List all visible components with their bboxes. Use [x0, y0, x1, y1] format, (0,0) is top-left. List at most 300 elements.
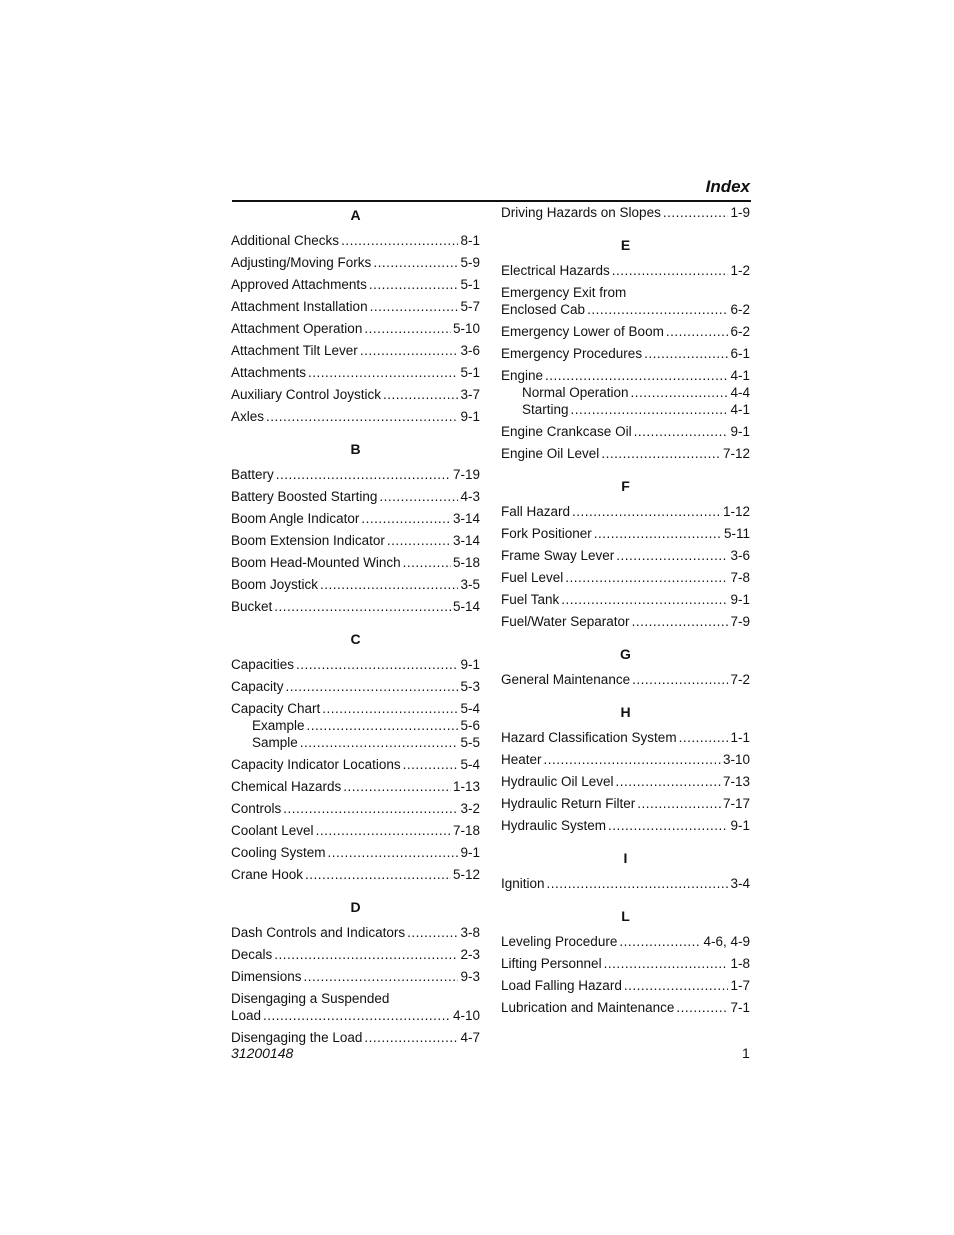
- page-reference: 5-1: [460, 365, 480, 380]
- index-term: Cooling System: [231, 845, 326, 860]
- index-term: Enclosed Cab: [501, 302, 586, 317]
- page-reference: 6-2: [730, 302, 750, 317]
- index-entry: [231, 800, 480, 817]
- index-entry-line: [231, 276, 480, 293]
- dot-leader: [624, 977, 729, 994]
- index-entry: [501, 773, 750, 790]
- dot-leader: [663, 204, 729, 221]
- index-term: Approved Attachments: [231, 277, 367, 292]
- index-term: Fuel/Water Separator: [501, 614, 630, 629]
- index-entry-line: [231, 510, 480, 527]
- dot-leader: [320, 576, 458, 593]
- page-reference: 4-4: [730, 385, 750, 400]
- index-entry: [501, 503, 750, 520]
- dot-leader: [616, 547, 728, 564]
- index-term: Dimensions: [231, 969, 302, 984]
- index-term: Emergency Procedures: [501, 346, 643, 361]
- index-term: Attachment Tilt Lever: [231, 343, 358, 358]
- index-entry-line: [231, 968, 480, 985]
- index-entry-line: [501, 751, 750, 768]
- index-entry: [231, 232, 480, 249]
- index-term: Fork Positioner: [501, 526, 592, 541]
- page-reference: 5-4: [460, 757, 480, 772]
- page-reference: 1-1: [730, 730, 750, 745]
- index-entry: [501, 262, 750, 279]
- page-reference: 3-10: [722, 752, 750, 767]
- dot-leader: [545, 367, 728, 384]
- index-entry: [231, 822, 480, 839]
- dot-leader: [561, 591, 728, 608]
- index-entry: [231, 656, 480, 673]
- index-entry-line: [501, 547, 750, 564]
- dot-leader: [383, 386, 458, 403]
- index-term: Boom Joystick: [231, 577, 319, 592]
- index-entry-line: [501, 345, 750, 362]
- index-term: Electrical Hazards: [501, 263, 610, 278]
- dot-leader: [644, 345, 728, 362]
- index-entry-line: [231, 342, 480, 359]
- index-entry-line: [501, 817, 750, 834]
- page-reference: 4-1: [730, 402, 750, 417]
- index-entry-line: [501, 875, 750, 892]
- dot-leader: [634, 423, 729, 440]
- index-entry: [501, 367, 750, 418]
- index-entry-line: [501, 284, 750, 301]
- index-entry: [231, 756, 480, 773]
- index-entry-line: [501, 671, 750, 688]
- index-term: Capacities: [231, 657, 295, 672]
- page-reference: 3-8: [460, 925, 480, 940]
- index-entry: [231, 866, 480, 883]
- index-entry-line: [501, 613, 750, 630]
- dot-leader: [307, 717, 459, 734]
- index-term: General Maintenance: [501, 672, 631, 687]
- index-entry: [501, 613, 750, 630]
- header-rule: [232, 200, 751, 202]
- index-entry: [231, 466, 480, 483]
- index-entry-line: [231, 576, 480, 593]
- index-term: Emergency Exit from: [501, 285, 627, 300]
- page-reference: 7-12: [722, 446, 750, 461]
- section-letter-f: F: [621, 478, 630, 494]
- index-entry: [231, 576, 480, 593]
- index-entry: [501, 284, 750, 318]
- index-entry-line: [501, 445, 750, 462]
- page-reference: 9-1: [460, 657, 480, 672]
- index-entry-line: [231, 1029, 480, 1046]
- index-entry: [501, 751, 750, 768]
- index-entry-line: [231, 700, 480, 717]
- index-term: Ignition: [501, 876, 545, 891]
- index-entry: [231, 598, 480, 615]
- dot-leader: [637, 795, 721, 812]
- index-entry: [231, 554, 480, 571]
- page-reference: 7-9: [730, 614, 750, 629]
- index-term: Hydraulic System: [501, 818, 607, 833]
- index-term: Hazard Classification System: [501, 730, 677, 745]
- dot-leader: [608, 817, 728, 834]
- dot-leader: [274, 598, 451, 615]
- dot-leader: [370, 298, 459, 315]
- index-term: Bucket: [231, 599, 273, 614]
- index-entry-line: [231, 488, 480, 505]
- page-reference: 1-12: [722, 504, 750, 519]
- page-reference: 4-3: [460, 489, 480, 504]
- index-entry-line: [501, 773, 750, 790]
- index-term: Hydraulic Return Filter: [501, 796, 636, 811]
- index-entry: [231, 342, 480, 359]
- index-entry: [231, 968, 480, 985]
- page-reference: 5-11: [723, 526, 750, 541]
- index-entry: [501, 591, 750, 608]
- page-reference: 9-1: [730, 592, 750, 607]
- page-reference: 1-9: [730, 205, 750, 220]
- index-entry-line: [231, 924, 480, 941]
- index-entry-line: [231, 466, 480, 483]
- dot-leader: [364, 1029, 458, 1046]
- dot-leader: [666, 323, 729, 340]
- index-entry-line: [501, 323, 750, 340]
- index-term: Chemical Hazards: [231, 779, 342, 794]
- index-entry: [231, 844, 480, 861]
- index-entry-line: [501, 977, 750, 994]
- index-term: Example: [252, 718, 305, 733]
- index-term: Attachments: [231, 365, 307, 380]
- page-reference: 3-7: [460, 387, 480, 402]
- dot-leader: [565, 569, 728, 586]
- index-term: Engine Oil Level: [501, 446, 600, 461]
- section-letter-e: E: [620, 237, 631, 253]
- index-entry-line: [231, 254, 480, 271]
- index-term: Disengaging a Suspended: [231, 991, 390, 1006]
- index-entry: [231, 408, 480, 425]
- index-entry-line: [231, 364, 480, 381]
- index-entry: [501, 795, 750, 812]
- dot-leader: [328, 844, 459, 861]
- section-letter-d: D: [350, 899, 361, 915]
- index-entry-line: [501, 503, 750, 520]
- dot-leader: [631, 384, 729, 401]
- page-reference: 9-1: [730, 424, 750, 439]
- index-entry-line: [231, 532, 480, 549]
- page-reference: 5-7: [460, 299, 480, 314]
- index-entry-line: [231, 756, 480, 773]
- page-reference: 4-6, 4-9: [703, 934, 750, 949]
- index-term: Boom Head-Mounted Winch: [231, 555, 401, 570]
- index-entry: [231, 946, 480, 963]
- index-term: Dash Controls and Indicators: [231, 925, 406, 940]
- dot-leader: [300, 734, 459, 751]
- index-entry: [231, 510, 480, 527]
- dot-leader: [571, 401, 729, 418]
- index-entry-line: [231, 386, 480, 403]
- page-reference: 9-1: [730, 818, 750, 833]
- dot-leader: [679, 729, 729, 746]
- page-reference: 7-18: [452, 823, 480, 838]
- index-entry: [501, 204, 750, 221]
- dot-leader: [343, 778, 451, 795]
- dot-leader: [316, 822, 451, 839]
- index-term: Crane Hook: [231, 867, 304, 882]
- index-term: Engine: [501, 368, 544, 383]
- index-entry: [501, 423, 750, 440]
- index-column-left: [231, 204, 480, 1051]
- page-reference: 1-2: [730, 263, 750, 278]
- index-entry-line: [231, 844, 480, 861]
- dot-leader: [274, 946, 458, 963]
- index-entry-line: [231, 822, 480, 839]
- dot-leader: [616, 773, 721, 790]
- page-reference: 6-1: [730, 346, 750, 361]
- page-reference: 9-1: [460, 845, 480, 860]
- index-term: Capacity Chart: [231, 701, 321, 716]
- dot-leader: [407, 924, 458, 941]
- index-term: Frame Sway Lever: [501, 548, 615, 563]
- page-reference: 5-4: [460, 701, 480, 716]
- dot-leader: [403, 554, 451, 571]
- index-term: Heater: [501, 752, 542, 767]
- index-term: Fuel Tank: [501, 592, 560, 607]
- section-letter-c: C: [350, 631, 361, 647]
- dot-leader: [304, 968, 459, 985]
- index-entry: [231, 386, 480, 403]
- page-reference: 5-18: [452, 555, 480, 570]
- index-entry-line: [501, 569, 750, 586]
- page-reference: 7-2: [730, 672, 750, 687]
- dot-leader: [364, 320, 451, 337]
- index-entry: [501, 671, 750, 688]
- page-reference: 5-14: [452, 599, 480, 614]
- index-term: Load: [231, 1008, 262, 1023]
- page-reference: 5-10: [452, 321, 480, 336]
- page-reference: 3-6: [730, 548, 750, 563]
- dot-leader: [676, 999, 728, 1016]
- page-reference: 1-13: [452, 779, 480, 794]
- dot-leader: [305, 866, 451, 883]
- index-column-right: [501, 204, 750, 1021]
- index-term: Sample: [252, 735, 298, 750]
- index-entry-line: [231, 408, 480, 425]
- page-reference: 3-14: [452, 533, 480, 548]
- section-letter-a: A: [350, 207, 361, 223]
- dot-leader: [632, 613, 729, 630]
- index-entry-line: [231, 554, 480, 571]
- page-reference: 6-2: [730, 324, 750, 339]
- index-term: Driving Hazards on Slopes: [501, 205, 661, 220]
- section-letter-b: B: [350, 441, 361, 457]
- index-entry-line: [501, 591, 750, 608]
- page-reference: 1-7: [730, 978, 750, 993]
- page-reference: 5-5: [460, 735, 480, 750]
- index-title: Index: [705, 177, 750, 196]
- index-term: Controls: [231, 801, 282, 816]
- index-entry: [231, 254, 480, 271]
- index-entry-line: [231, 990, 480, 1007]
- index-entry-line: [231, 656, 480, 673]
- dot-leader: [266, 408, 458, 425]
- index-term: Battery Boosted Starting: [231, 489, 378, 504]
- index-term: Adjusting/Moving Forks: [231, 255, 372, 270]
- page-reference: 4-10: [452, 1008, 480, 1023]
- page-reference: 3-4: [730, 876, 750, 891]
- index-entry: [501, 729, 750, 746]
- index-entry-line: [231, 598, 480, 615]
- page-reference: 3-5: [460, 577, 480, 592]
- dot-leader: [403, 756, 459, 773]
- index-entry: [231, 320, 480, 337]
- dot-leader: [286, 678, 459, 695]
- index-entry: [501, 345, 750, 362]
- index-entry: [501, 817, 750, 834]
- page-reference: 7-1: [730, 1000, 750, 1015]
- dot-leader: [547, 875, 729, 892]
- dot-leader: [379, 488, 458, 505]
- dot-leader: [387, 532, 451, 549]
- dot-leader: [373, 254, 458, 271]
- index-entry: [231, 990, 480, 1024]
- index-entry: [231, 488, 480, 505]
- dot-leader: [612, 262, 729, 279]
- dot-leader: [283, 800, 458, 817]
- index-entry-line: [231, 232, 480, 249]
- index-entry-line: [231, 678, 480, 695]
- dot-leader: [572, 503, 721, 520]
- page-reference: 7-17: [722, 796, 750, 811]
- page-reference: 7-13: [722, 774, 750, 789]
- index-term: Axles: [231, 409, 265, 424]
- index-entry-line: [231, 320, 480, 337]
- dot-leader: [341, 232, 458, 249]
- index-subentry: [501, 401, 750, 418]
- page-reference: 3-2: [460, 801, 480, 816]
- index-entry: [501, 569, 750, 586]
- dot-leader: [308, 364, 458, 381]
- dot-leader: [360, 342, 459, 359]
- index-term: Coolant Level: [231, 823, 314, 838]
- index-term: Auxiliary Control Joystick: [231, 387, 382, 402]
- index-term: Boom Angle Indicator: [231, 511, 360, 526]
- dot-leader: [263, 1007, 451, 1024]
- index-term: Capacity Indicator Locations: [231, 757, 401, 772]
- document-number: 31200148: [231, 1045, 294, 1061]
- index-entry: [501, 999, 750, 1016]
- index-entry: [501, 525, 750, 542]
- section-letter-i: I: [623, 850, 628, 866]
- index-entry: [501, 977, 750, 994]
- index-term: Fall Hazard: [501, 504, 571, 519]
- index-subentry: [231, 717, 480, 734]
- dot-leader: [604, 955, 729, 972]
- index-entry-line: [501, 955, 750, 972]
- index-entry-line: [231, 866, 480, 883]
- index-entry: [231, 678, 480, 695]
- page-number: 1: [742, 1045, 750, 1061]
- index-term: Battery: [231, 467, 274, 482]
- index-entry: [231, 924, 480, 941]
- page-reference: 5-12: [452, 867, 480, 882]
- dot-leader: [369, 276, 459, 293]
- index-term: Additional Checks: [231, 233, 340, 248]
- index-term: Leveling Procedure: [501, 934, 618, 949]
- index-term: Capacity: [231, 679, 284, 694]
- page-reference: 7-8: [730, 570, 750, 585]
- index-entry: [231, 276, 480, 293]
- index-entry-line: [501, 301, 750, 318]
- page-reference: 9-3: [460, 969, 480, 984]
- index-entry-line: [501, 999, 750, 1016]
- index-entry: [501, 445, 750, 462]
- index-entry-line: [501, 933, 750, 950]
- page-reference: 9-1: [460, 409, 480, 424]
- page-reference: 5-6: [460, 718, 480, 733]
- index-entry-line: [501, 423, 750, 440]
- dot-leader: [619, 933, 701, 950]
- dot-leader: [587, 301, 728, 318]
- index-entry-line: [231, 1007, 480, 1024]
- index-term: Fuel Level: [501, 570, 564, 585]
- index-entry: [231, 298, 480, 315]
- index-term: Engine Crankcase Oil: [501, 424, 632, 439]
- index-term: Lubrication and Maintenance: [501, 1000, 675, 1015]
- page-reference: 1-8: [730, 956, 750, 971]
- index-term: Attachment Operation: [231, 321, 363, 336]
- index-entry-line: [501, 729, 750, 746]
- index-term: Hydraulic Oil Level: [501, 774, 614, 789]
- index-entry-line: [501, 525, 750, 542]
- index-entry-line: [501, 262, 750, 279]
- dot-leader: [276, 466, 451, 483]
- index-entry-line: [501, 367, 750, 384]
- index-entry-line: [231, 778, 480, 795]
- page-reference: 8-1: [460, 233, 480, 248]
- section-letter-l: L: [621, 908, 630, 924]
- index-term: Disengaging the Load: [231, 1030, 363, 1045]
- dot-leader: [632, 671, 728, 688]
- page-reference: 2-3: [460, 947, 480, 962]
- dot-leader: [296, 656, 458, 673]
- page-reference: 7-19: [452, 467, 480, 482]
- index-term: Boom Extension Indicator: [231, 533, 385, 548]
- page-reference: 4-1: [730, 368, 750, 383]
- page-reference: 5-3: [460, 679, 480, 694]
- dot-leader: [601, 445, 721, 462]
- index-term: Normal Operation: [522, 385, 629, 400]
- index-term: Lifting Personnel: [501, 956, 602, 971]
- index-entry: [501, 875, 750, 892]
- page-reference: 3-6: [460, 343, 480, 358]
- index-entry-line: [501, 204, 750, 221]
- index-entry-line: [231, 800, 480, 817]
- index-entry-line: [501, 795, 750, 812]
- section-letter-h: H: [620, 704, 631, 720]
- dot-leader: [544, 751, 721, 768]
- index-term: Attachment Installation: [231, 299, 368, 314]
- index-entry: [231, 778, 480, 795]
- section-letter-g: G: [620, 646, 631, 662]
- index-term: Starting: [522, 402, 569, 417]
- dot-leader: [322, 700, 458, 717]
- index-entry: [501, 547, 750, 564]
- page-reference: 5-1: [460, 277, 480, 292]
- dot-leader: [361, 510, 451, 527]
- index-subentry: [501, 384, 750, 401]
- index-entry: [231, 364, 480, 381]
- dot-leader: [594, 525, 722, 542]
- index-term: Load Falling Hazard: [501, 978, 622, 993]
- page-reference: 3-14: [452, 511, 480, 526]
- index-term: Decals: [231, 947, 273, 962]
- index-entry-line: [231, 946, 480, 963]
